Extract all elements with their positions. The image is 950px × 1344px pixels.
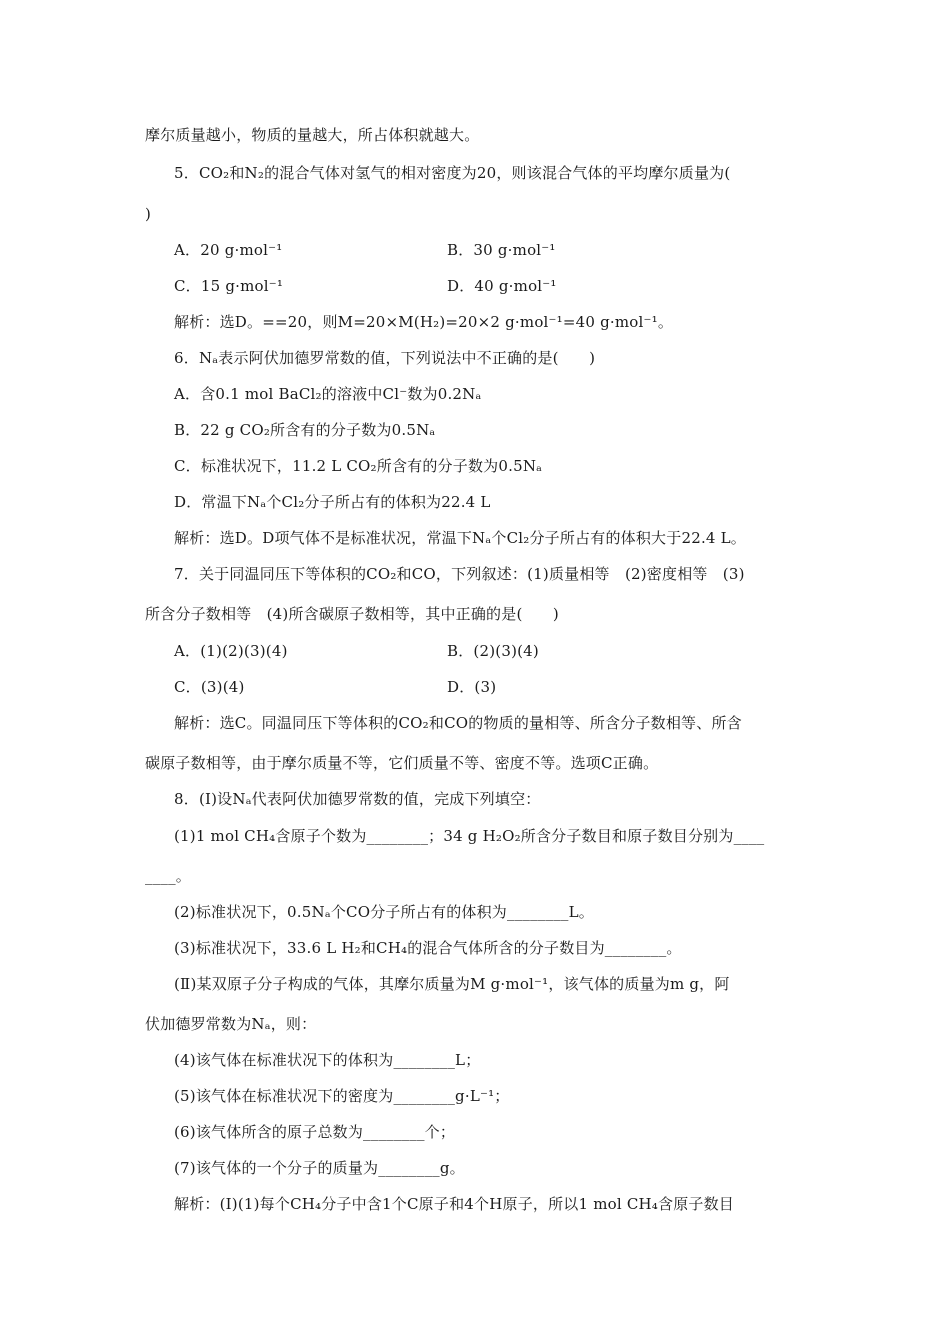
q7-solution: 解析：选C。同温同压下等体积的CO₂和CO的物质的量相等、所含分子数相等、所含 [174, 714, 742, 732]
q8-item-2: (2)标准状况下，0.5Nₐ个CO分子所占有的体积为________L。 [174, 903, 594, 921]
q7-option-c: C．(3)(4) [174, 678, 245, 696]
q8-item-5: (5)该气体在标准状况下的密度为________g·L⁻¹； [174, 1087, 510, 1105]
q7-solution-cont: 碳原子数相等，由于摩尔质量不等，它们质量不等、密度不等。选项C正确。 [145, 754, 659, 772]
question-7-stem-cont: 所含分子数相等 (4)所含碳原子数相等，其中正确的是( ) [145, 605, 559, 623]
q7-option-a: A．(1)(2)(3)(4) [174, 642, 288, 660]
q6-option-b: B．22 g CO₂所含有的分子数为0.5Nₐ [174, 421, 436, 439]
q5-solution: 解析：选D。==20，则M=20×M(H₂)=20×2 g·mol⁻¹=40 g·mol⁻¹。 [174, 313, 674, 331]
q5-option-a: A．20 g·mol⁻¹ [174, 241, 283, 259]
q8-part-2-stem-cont: 伏加德罗常数为Nₐ，则： [145, 1015, 317, 1033]
q5-option-d: D．40 g·mol⁻¹ [447, 277, 557, 295]
question-5-stem-end: ) [145, 205, 152, 223]
q6-option-c: C．标准状况下，11.2 L CO₂所含有的分子数为0.5Nₐ [174, 457, 543, 475]
q8-item-3: (3)标准状况下，33.6 L H₂和CH₄的混合气体所含的分子数目为________。 [174, 939, 682, 957]
q7-option-d: D．(3) [447, 678, 497, 696]
q5-option-c: C．15 g·mol⁻¹ [174, 277, 284, 295]
q8-part-2-stem: (Ⅱ)某双原子分子构成的气体，其摩尔质量为M g·mol⁻¹，该气体的质量为m g，阿 [174, 975, 730, 993]
q6-option-a: A．含0.1 mol BaCl₂的溶液中Cl⁻数为0.2Nₐ [174, 385, 482, 403]
question-7-stem: 7．关于同温同压下等体积的CO₂和CO，下列叙述：(1)质量相等 (2)密度相等 (3) [174, 565, 745, 583]
q8-item-4: (4)该气体在标准状况下的体积为________L； [174, 1051, 481, 1069]
q8-item-1-cont: ____。 [145, 867, 192, 885]
question-8-stem: 8．(Ⅰ)设Nₐ代表阿伏加德罗常数的值，完成下列填空： [174, 790, 541, 808]
q8-item-1: (1)1 mol CH₄含原子个数为________；34 g H₂O₂所含分子数目和原子数目分别为____ [174, 827, 765, 845]
q8-item-6: (6)该气体所含的原子总数为________个； [174, 1123, 456, 1141]
q5-option-b: B．30 g·mol⁻¹ [447, 241, 556, 259]
q8-solution: 解析：(Ⅰ)(1)每个CH₄分子中含1个C原子和4个H原子，所以1 mol CH₄含原子数目 [174, 1195, 734, 1213]
q7-option-b: B．(2)(3)(4) [447, 642, 539, 660]
text-line: 摩尔质量越小，物质的量越大，所占体积就越大。 [145, 126, 480, 144]
q6-option-d: D．常温下Nₐ个Cl₂分子所占有的体积为22.4 L [174, 493, 491, 511]
q8-item-7: (7)该气体的一个分子的质量为________g。 [174, 1159, 465, 1177]
question-6-stem: 6．Nₐ表示阿伏加德罗常数的值，下列说法中不正确的是( ) [174, 349, 596, 367]
question-5-stem: 5．CO₂和N₂的混合气体对氢气的相对密度为20，则该混合气体的平均摩尔质量为( [174, 164, 731, 182]
q6-solution: 解析：选D。D项气体不是标准状况，常温下Nₐ个Cl₂分子所占有的体积大于22.4 L。 [174, 529, 746, 547]
